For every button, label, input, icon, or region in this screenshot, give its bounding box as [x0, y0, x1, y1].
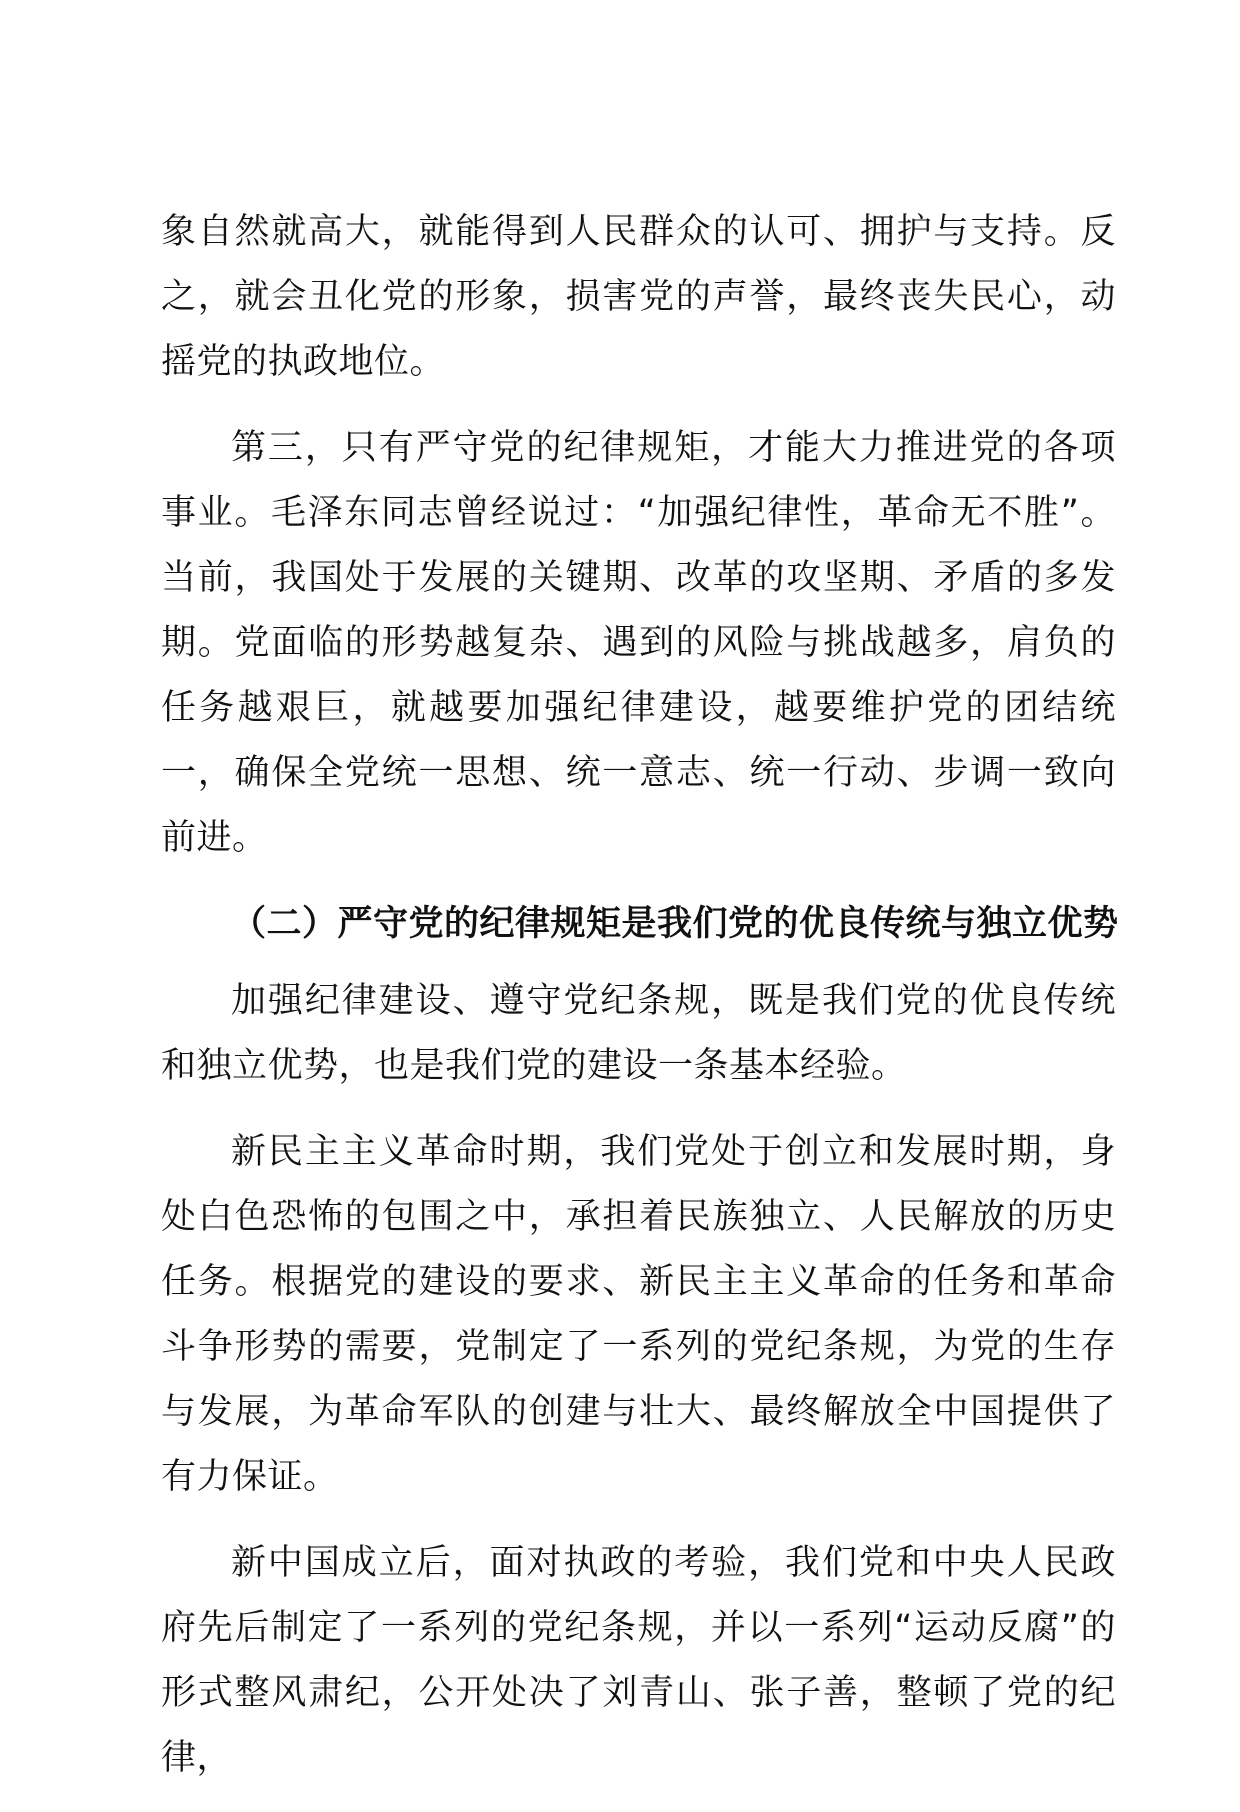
paragraph-4: 新民主主义革命时期，我们党处于创立和发展时期，身处白色恐怖的包围之中，承担着民族独立、人民解放的历史任务。根据党的建设的要求、新民主主义革命的任务和革命斗争形势的需要，党制定了一系列的党纪条规，为党的生存与发展，为革命军队的创建与壮大、最终解放全中国提供了有力保证。 — [161, 1132, 1116, 1497]
document-body — [161, 200, 1119, 1812]
paragraph-1: 象自然就高大，就能得到人民群众的认可、拥护与支持。反之，就会丑化党的形象，损害党的声誉，最终丧失民心，动摇党的执政地位。 — [161, 212, 1116, 382]
paragraph-5: 新中国成立后，面对执政的考验，我们党和中央人民政府先后制定了一系列的党纪条规，并以一系列“运动反腐”的形式整风肃纪，公开处决了刘青山、张子善，整顿了党的纪律， — [161, 1543, 1116, 1778]
paragraph-2: 第三，只有严守党的纪律规矩，才能大力推进党的各项事业。毛泽东同志曾经说过：“加强纪律性，革命无不胜”。当前，我国处于发展的关键期、改革的攻坚期、矛盾的多发期。党面临的形势越复杂、遇到的风险与挑战越多，肩负的任务越艰巨，就越要加强纪律建设，越要维护党的团结统一，确保全党统一思想、统一意志、统一行动、步调一致向前进。 — [161, 428, 1116, 858]
section-heading: （二）严守党的纪律规矩是我们党的优良传统与独立优势 — [231, 904, 1119, 944]
paragraph-3: 加强纪律建设、遵守党纪条规，既是我们党的优良传统和独立优势，也是我们党的建设一条基本经验。 — [161, 981, 1116, 1086]
